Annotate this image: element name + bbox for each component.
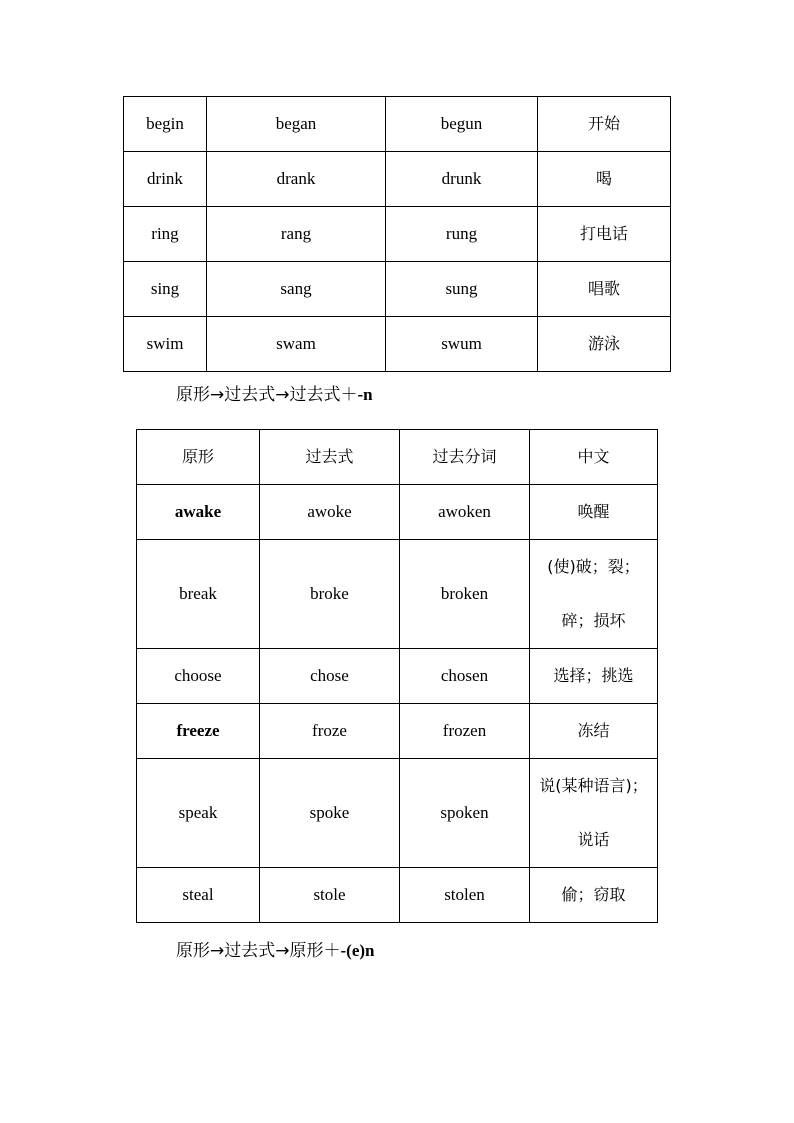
- past-participle-cell: chosen: [400, 649, 530, 704]
- chinese-meaning-cell: 冻结: [530, 704, 658, 759]
- past-tense-cell: swam: [207, 317, 386, 372]
- table-row: [124, 97, 671, 152]
- past-tense-cell: stole: [260, 868, 400, 923]
- past-tense-cell: began: [207, 97, 386, 152]
- past-participle-cell: sung: [386, 262, 538, 317]
- rule-caption-suffix: -(e)n: [340, 941, 375, 960]
- past-tense-cell: chose: [260, 649, 400, 704]
- base-form-cell: ring: [124, 207, 207, 262]
- past-tense-cell: awoke: [260, 485, 400, 540]
- chinese-meaning-cell: 打电话: [538, 207, 671, 262]
- table-row: [137, 868, 658, 923]
- past-tense-cell: drank: [207, 152, 386, 207]
- rule-caption-past-tense-plus-n: [176, 384, 373, 406]
- rule-caption-text: 原形→过去式→原形＋: [176, 941, 341, 961]
- chinese-meaning-cell: 选择；挑选: [530, 649, 658, 704]
- table-row: [137, 704, 658, 759]
- past-participle-cell: broken: [400, 540, 530, 649]
- past-participle-cell: frozen: [400, 704, 530, 759]
- table-header-row: [137, 430, 658, 485]
- base-form-cell: drink: [124, 152, 207, 207]
- base-form-cell: swim: [124, 317, 207, 372]
- chinese-meaning-cell: 喝: [538, 152, 671, 207]
- base-form-cell: choose: [137, 649, 260, 704]
- chinese-meaning-cell: 说(某种语言)；说话: [530, 759, 658, 868]
- header-chinese: 中文: [530, 430, 658, 485]
- header-past-participle: 过去分词: [400, 430, 530, 485]
- verb-table-base-plus-en: [136, 429, 658, 923]
- table-row: [137, 759, 658, 868]
- chinese-meaning-cell: 游泳: [538, 317, 671, 372]
- header-base-form: 原形: [137, 430, 260, 485]
- table-row: [124, 152, 671, 207]
- table-row: [137, 485, 658, 540]
- base-form-cell: steal: [137, 868, 260, 923]
- header-past-tense: 过去式: [260, 430, 400, 485]
- past-tense-cell: froze: [260, 704, 400, 759]
- base-form-cell: freeze: [137, 704, 260, 759]
- base-form-cell: begin: [124, 97, 207, 152]
- table-row: [124, 317, 671, 372]
- past-participle-cell: awoken: [400, 485, 530, 540]
- rule-caption-suffix: -n: [357, 385, 373, 404]
- past-participle-cell: swum: [386, 317, 538, 372]
- verb-table-past-tense-plus-n: [123, 96, 671, 372]
- past-tense-cell: spoke: [260, 759, 400, 868]
- past-participle-cell: stolen: [400, 868, 530, 923]
- table-row: [124, 262, 671, 317]
- past-tense-cell: rang: [207, 207, 386, 262]
- past-tense-cell: sang: [207, 262, 386, 317]
- base-form-cell: break: [137, 540, 260, 649]
- chinese-meaning-cell: 唱歌: [538, 262, 671, 317]
- base-form-cell: sing: [124, 262, 207, 317]
- past-participle-cell: drunk: [386, 152, 538, 207]
- table-row: [137, 540, 658, 649]
- rule-caption-base-plus-en: [176, 940, 374, 962]
- table-row: [124, 207, 671, 262]
- table-row: [137, 649, 658, 704]
- chinese-meaning-cell: 开始: [538, 97, 671, 152]
- base-form-cell: awake: [137, 485, 260, 540]
- chinese-meaning-cell: (使)破；裂；碎；损坏: [530, 540, 658, 649]
- past-participle-cell: rung: [386, 207, 538, 262]
- chinese-meaning-cell: 偷；窃取: [530, 868, 658, 923]
- base-form-cell: speak: [137, 759, 260, 868]
- past-participle-cell: spoken: [400, 759, 530, 868]
- past-tense-cell: broke: [260, 540, 400, 649]
- chinese-meaning-cell: 唤醒: [530, 485, 658, 540]
- rule-caption-text: 原形→过去式→过去式＋: [176, 385, 358, 405]
- past-participle-cell: begun: [386, 97, 538, 152]
